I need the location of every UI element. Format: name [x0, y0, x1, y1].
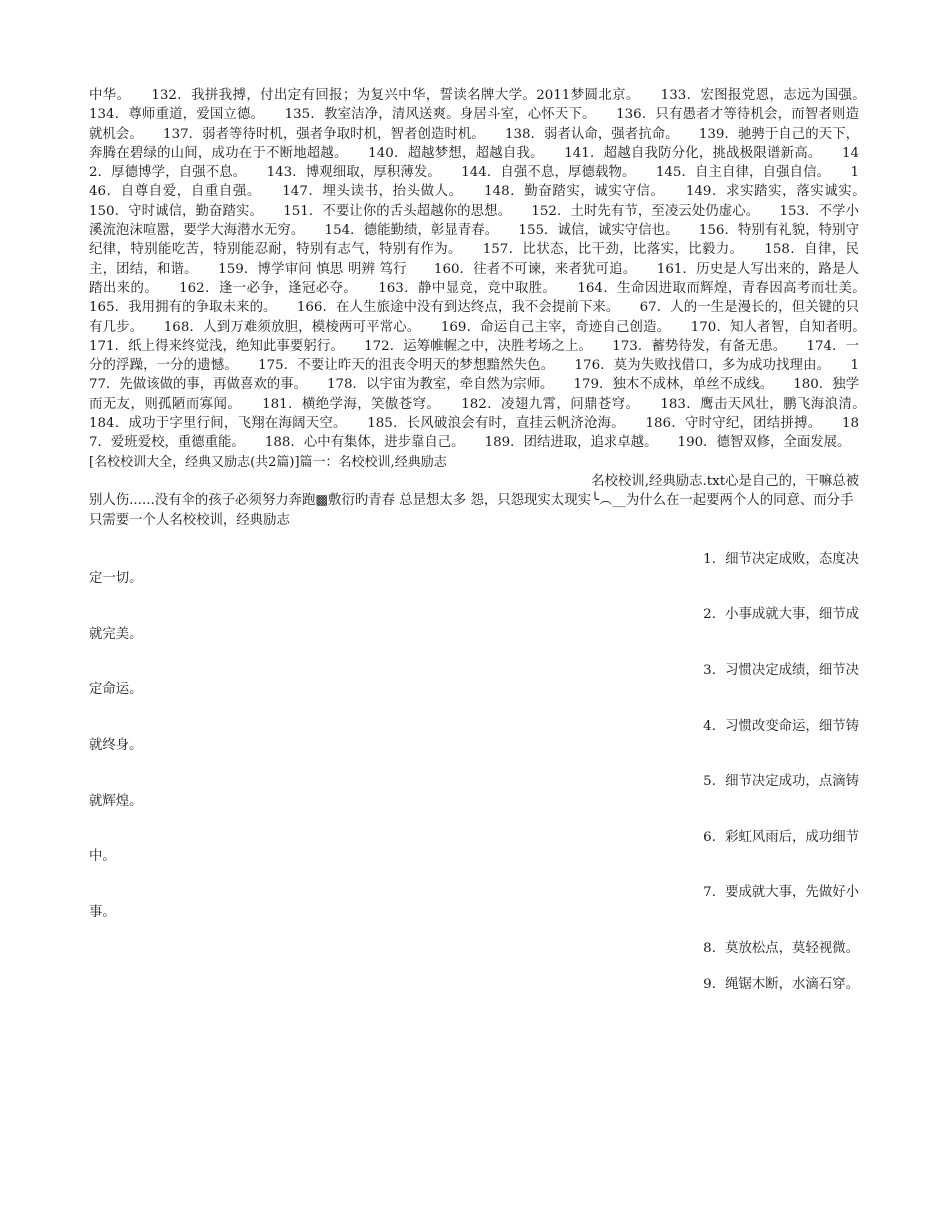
list-item-tail: 事。 — [89, 904, 116, 920]
subtitle-line: 名校校训,经典励志.txt心是自己的，干嘛总被 — [591, 473, 859, 489]
list-item-head: 9．绳锯木断，水滴石穿。 — [703, 977, 859, 993]
section-title: [名校校训大全，经典又励志(共2篇)]篇一：名校校训,经典励志 — [89, 454, 447, 470]
list-item — [89, 605, 859, 644]
document-page — [89, 86, 886, 1012]
list-item — [89, 717, 859, 756]
list-item-tail: 定一切。 — [89, 571, 143, 587]
list-item-head: 5．细节决定成功，点滴铸 — [703, 774, 859, 790]
list-item-head: 7．要成就大事，先做好小 — [703, 885, 859, 901]
list-item — [89, 550, 859, 589]
list-item — [89, 772, 859, 811]
list-item-tail: 定命运。 — [89, 682, 143, 698]
list-item-tail: 就终身。 — [89, 737, 143, 753]
list-item — [89, 975, 859, 994]
intro-paragraph: 别人伤......没有伞的孩子必须努力奔跑▩敷衍旳青春 总昰想太多 怨，只怨现实太现实╰︵__为什么在一起要两个人的同意、而分手只需要一个人名校校训，经典励志 — [89, 493, 854, 528]
list-item-head: 4．习惯改变命运，细节铸 — [703, 718, 859, 734]
list-item-head: 6．彩虹风雨后，成功细节 — [703, 829, 859, 845]
list-item — [89, 939, 859, 958]
list-item-head: 1．细节决定成败，态度决 — [703, 551, 859, 567]
list-item-tail: 就完美。 — [89, 626, 143, 642]
list-item-head: 8．莫放松点，莫轻视微。 — [703, 940, 859, 956]
list-item-tail: 就辉煌。 — [89, 793, 143, 809]
motto-list — [89, 550, 859, 995]
list-item-head: 3．习惯决定成绩，细节决 — [703, 663, 859, 679]
mottos-paragraph: 中华。 132．我拼我搏，付出定有回报；为复兴中华，誓读名牌大学。2011梦圆北京。 133．宏图报党恩，志远为国强。 134．尊师重道，爱国立德。 135．教室洁净，清风送爽。身居斗室，心怀天下。 136．只有愚者才等待机会，而智者则造就机会。 137．弱者等待时机，强者争取时机，智者创造时机。 138．弱者认命，强者抗命。 139．驰骋于自己的天下，奔腾在碧绿的山间，成功在于不断地超越。 140．超越梦想，超越自我。 141．超越自我防分化，挑战极限谱新高。 142．厚德博学，自强不息。 143．博观细取，厚积薄发。 144．自强不息，厚德载物。 145．自主自律，自强自信。 146．自尊自爱，自重自强。 147．埋头读书，抬头做人。 148．勤奋踏实，诚实守信。 149．求实踏实，落实诚实。 150．守时诚信，勤奋踏实。 151．不要让你的舌头超越你的思想。 152．土时先有节，至凌云处仍虚心。 153．不学小溪流泡沫喧嚣，要学大海潜水无穷。 154．德能勤绩，彰显青春。 155．诚信，诚实守信也。 156．特别有礼貌，特别守纪律，特别能吃苦，特别能忍耐，特别有志气，特别有作为。 157．比状态，比干劲，比落实，比毅力。 158．自律，民主，团结，和谐。 159．博学审问 慎思 明辨 笃行 160．往者不可谏，来者犹可追。 161．历史是人写出来的，路是人踏出来的。 162．逢一必争，逢冠必夺。 163．静中显竞，竞中取胜。 164．生命因进取而辉煌，青春因高考而壮美。 165．我用拥有的争取未来的。 166．在人生旅途中没有到达终点，我不会提前下来。 67．人的一生是漫长的，但关键的只有几步。 168．人到万难须放胆，模棱两可平常心。 169．命运自己主宰，奇迹自己创造。 170．知人者智，自知者明。 171．纸上得来终觉浅，绝知此事要躬行。 172．运筹帷幄之中，决胜考场之上。 173．蓄势待发，有备无患。 174．一分的浮躁，一分的遗憾。 175．不要让昨天的沮丧令明天的梦想黯然失色。 176．莫为失败找借口，多为成功找理由。 177．先做该做的事，再做喜欢的事。 178．以宇宙为教室，牵自然为宗师。 179．独木不成林，单丝不成线。 180．独学而无友，则孤陋而寡闻。 181．横绝学海，笑傲苍穹。 182．凌翅九霄，问鼎苍穹。 183．鹰击天风壮，鹏飞海浪清。 184．成功于字里行间，飞翔在海阔天空。 185．长风破浪会有时，直挂云帆济沧海。 186．守时守纪，团结拼搏。 187．爱班爱校，重德重能。 188．心中有集体，进步靠自己。 189．团结进取，追求卓越。 190．德智双修，全面发展。 — [89, 88, 886, 451]
list-item — [89, 661, 859, 700]
list-item-tail: 中。 — [89, 849, 116, 865]
list-item-head: 2．小事成就大事，细节成 — [703, 607, 859, 623]
list-item — [89, 828, 859, 867]
list-item — [89, 883, 859, 922]
